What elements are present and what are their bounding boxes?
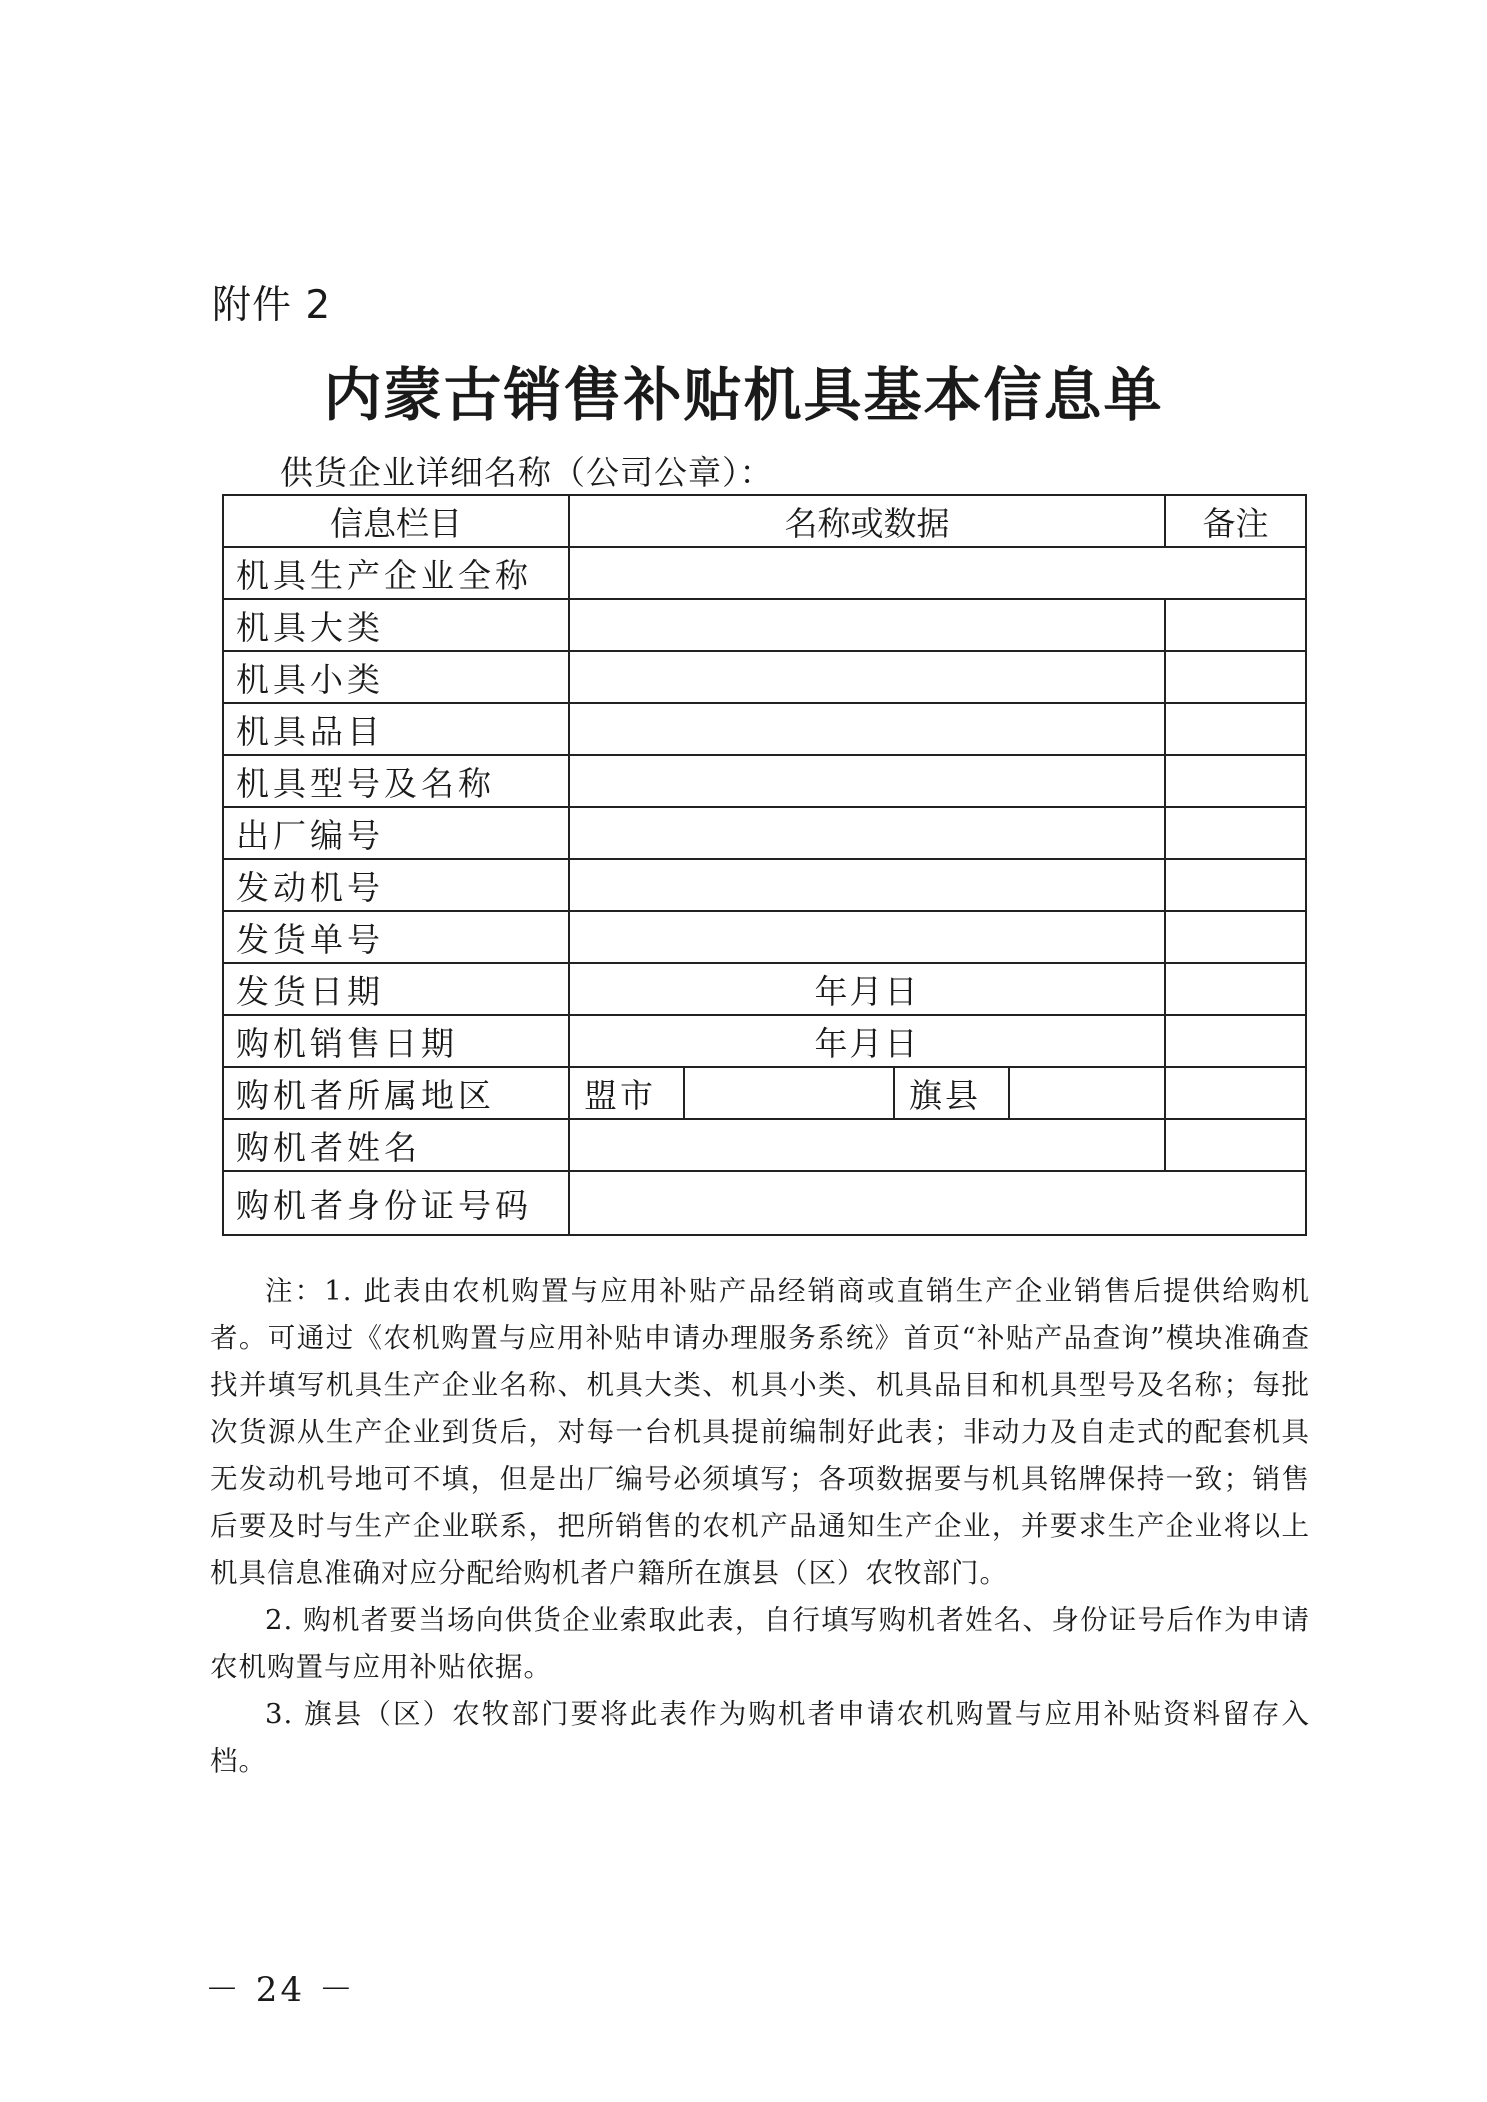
table-row xyxy=(223,859,1306,911)
row-remark-cell[interactable] xyxy=(1165,703,1306,755)
row-label: 机具型号及名称 xyxy=(223,755,569,807)
page-number: － 24 － xyxy=(205,1970,356,2010)
county-field[interactable] xyxy=(1009,1067,1165,1119)
table-row xyxy=(223,1015,1306,1067)
table-row xyxy=(223,1171,1306,1235)
row-value-cell[interactable] xyxy=(569,807,1165,859)
row-remark-cell[interactable] xyxy=(1165,1119,1306,1171)
row-value-cell[interactable] xyxy=(569,755,1165,807)
row-label: 购机销售日期 xyxy=(223,1015,569,1067)
row-value-cell[interactable] xyxy=(569,547,1306,599)
header-remark: 备注 xyxy=(1165,495,1306,547)
table-row xyxy=(223,651,1306,703)
row-label: 出厂编号 xyxy=(223,807,569,859)
header-item: 信息栏目 xyxy=(223,495,569,547)
row-remark-cell[interactable] xyxy=(1165,651,1306,703)
row-value-cell[interactable] xyxy=(569,651,1165,703)
attachment-label: 附件 2 xyxy=(212,283,332,328)
row-remark-cell[interactable] xyxy=(1165,807,1306,859)
row-remark-cell[interactable] xyxy=(1165,755,1306,807)
note-paragraph: 注：1. 此表由农机购置与应用补贴产品经销商或直销生产企业销售后提供给购机者。可通过《农机购置与应用补贴申请办理服务系统》首页“补贴产品查询”模块准确查找并填写机具生产企业名称、机具大类、机具小类、机具品目和机具型号及名称；每批次货源从生产企业到货后，对每一台机具提前编制好此表；非动力及自走式的配套机具无发动机号地可不填，但是出厂编号必须填写；各项数据要与机具铭牌保持一致；销售后要及时与生产企业联系，把所销售的农机产品通知生产企业，并要求生产企业将以上机具信息准确对应分配给购机者户籍所在旗县（区）农牧部门。 xyxy=(210,1275,1310,1589)
table-row xyxy=(223,807,1306,859)
table-row xyxy=(223,963,1306,1015)
row-remark-cell[interactable] xyxy=(1165,911,1306,963)
document-title: 内蒙古销售补贴机具基本信息单 xyxy=(323,361,1164,429)
row-label: 发货单号 xyxy=(223,911,569,963)
table-row xyxy=(223,547,1306,599)
row-label: 发货日期 xyxy=(223,963,569,1015)
row-label: 机具生产企业全称 xyxy=(223,547,569,599)
note-paragraph: 2. 购机者要当场向供货企业索取此表，自行填写购机者姓名、身份证号后作为申请农机购置与应用补贴依据。 xyxy=(210,1604,1310,1683)
ship-date-cell[interactable]: 年月日 xyxy=(569,963,1165,1015)
table-row xyxy=(223,1119,1306,1171)
row-label: 购机者所属地区 xyxy=(223,1067,569,1119)
row-remark-cell[interactable] xyxy=(1165,1067,1306,1119)
supplier-name-label: 供货企业详细名称（公司公章）： xyxy=(280,453,774,492)
buyer-id-field[interactable] xyxy=(569,1171,1306,1235)
table-header-row xyxy=(223,495,1306,547)
row-value-cell[interactable] xyxy=(569,859,1165,911)
row-label: 发动机号 xyxy=(223,859,569,911)
row-remark-cell[interactable] xyxy=(1165,1015,1306,1067)
county-label: 旗县 xyxy=(894,1067,1009,1119)
row-value-cell[interactable] xyxy=(569,599,1165,651)
league-city-field[interactable] xyxy=(684,1067,894,1119)
row-remark-cell[interactable] xyxy=(1165,859,1306,911)
table-row xyxy=(223,703,1306,755)
table-row xyxy=(223,1067,1306,1119)
row-label: 购机者姓名 xyxy=(223,1119,569,1171)
buyer-name-field[interactable] xyxy=(569,1119,1165,1171)
table-row xyxy=(223,599,1306,651)
row-label: 机具大类 xyxy=(223,599,569,651)
table-row xyxy=(223,755,1306,807)
league-city-label: 盟市 xyxy=(569,1067,684,1119)
note-paragraph: 3. 旗县（区）农牧部门要将此表作为购机者申请农机购置与应用补贴资料留存入档。 xyxy=(210,1698,1310,1777)
row-value-cell[interactable] xyxy=(569,703,1165,755)
sale-date-cell[interactable]: 年月日 xyxy=(569,1015,1165,1067)
row-label: 机具小类 xyxy=(223,651,569,703)
machine-info-table xyxy=(222,494,1307,1236)
row-value-cell[interactable] xyxy=(569,911,1165,963)
header-value: 名称或数据 xyxy=(569,495,1165,547)
row-label: 购机者身份证号码 xyxy=(223,1171,569,1235)
row-remark-cell[interactable] xyxy=(1165,963,1306,1015)
row-remark-cell[interactable] xyxy=(1165,599,1306,651)
row-label: 机具品目 xyxy=(223,703,569,755)
table-row xyxy=(223,911,1306,963)
notes-section xyxy=(210,1268,1310,1785)
